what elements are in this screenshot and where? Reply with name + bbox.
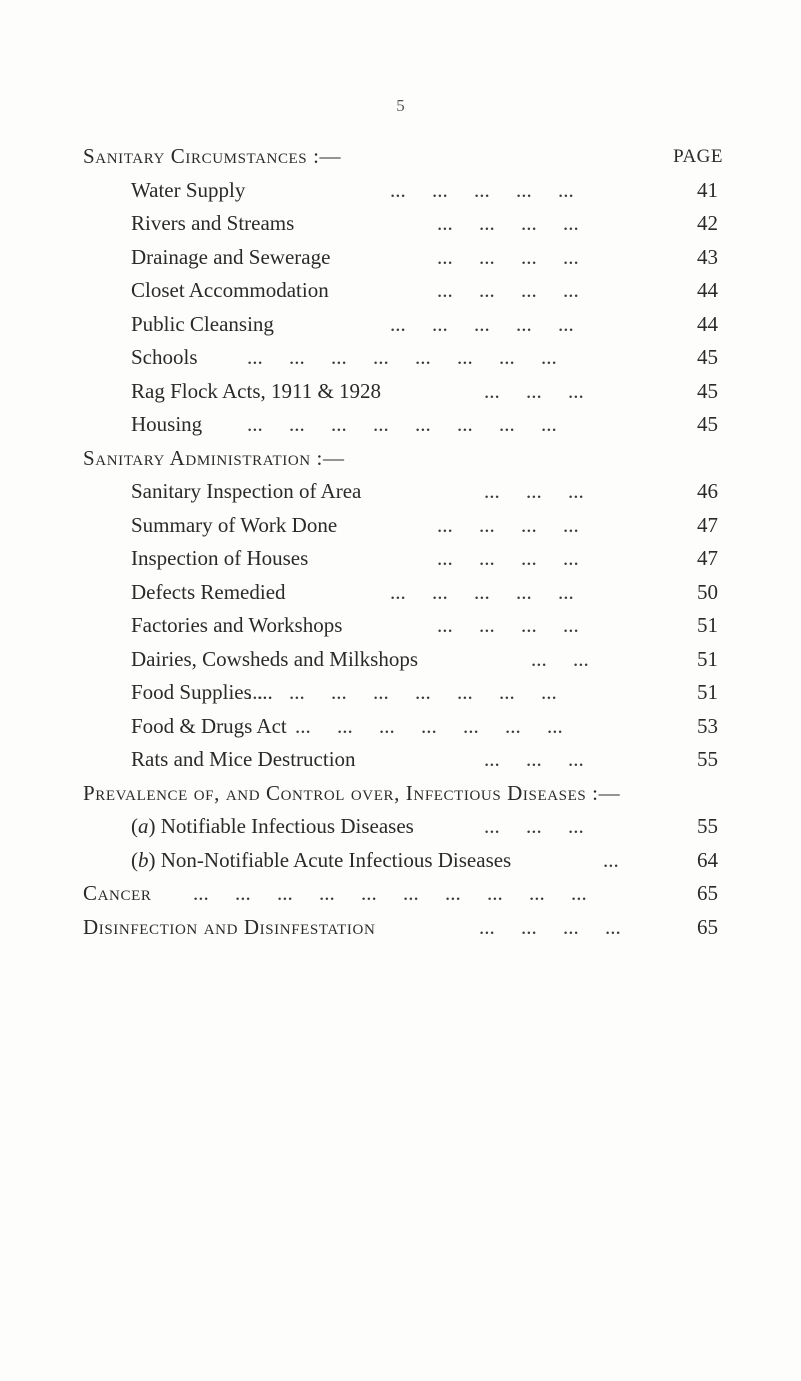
dot-leader: ... ... ... xyxy=(484,814,584,838)
toc-entry-page: 50 xyxy=(697,579,718,604)
toc-entry-label: Schools xyxy=(131,345,198,369)
toc-entry xyxy=(83,341,723,375)
dot-leader: ... ... ... ... xyxy=(437,546,579,570)
toc-entry xyxy=(83,241,723,275)
toc-entry-label: Public Cleansing xyxy=(131,311,274,336)
toc-entry-page: 51 xyxy=(697,646,718,671)
toc-entry-label: Cancer xyxy=(83,881,152,905)
dot-leader: ... ... ... ... xyxy=(437,613,579,637)
toc-entry xyxy=(83,274,723,308)
toc-entry-label: Rag Flock Acts, 1911 & 1928 xyxy=(131,378,382,403)
toc-entry xyxy=(83,609,723,643)
toc-entry-page: 43 xyxy=(697,244,718,269)
toc-entry xyxy=(83,844,723,878)
section-heading-text: Sanitary Administration :— xyxy=(83,445,345,470)
toc-entry xyxy=(83,509,723,543)
toc-entry-top-level xyxy=(83,877,723,911)
toc-entry xyxy=(83,676,723,710)
toc-entry-marker: b xyxy=(138,847,149,872)
toc-entry-label: Notifiable Infectious Diseases xyxy=(160,814,414,838)
toc-entry xyxy=(83,375,723,409)
toc-entry-label: Factories and Workshops xyxy=(131,613,343,637)
toc-entry-label: Food & Drugs Act xyxy=(131,713,287,738)
toc-entry-label: Rats and Mice Destruction xyxy=(131,747,356,771)
toc-entry-label: Water Supply xyxy=(131,177,246,202)
dot-leader: ... ... ... xyxy=(484,378,584,403)
toc-entry-page: 42 xyxy=(697,211,718,235)
toc-entry-label-wrap: (b) Non-Notifiable Acute Infectious Diseases xyxy=(131,847,512,872)
toc-entry xyxy=(83,174,723,208)
dot-leader: ... ... ... ... xyxy=(437,278,579,302)
toc-entry-page: 47 xyxy=(697,512,718,537)
page-column-label: PAGE xyxy=(673,146,723,167)
toc-entry xyxy=(83,576,723,610)
dot-leader: ... ... ... ... ... ... ... ... xyxy=(247,412,557,436)
section-heading-sanitary-circumstances xyxy=(83,140,723,174)
toc-entry xyxy=(83,207,723,241)
dot-leader: ... ... ... ... xyxy=(479,914,621,939)
table-of-contents xyxy=(83,140,723,944)
toc-entry-page: 51 xyxy=(697,680,718,704)
dot-leader: ... ... ... ... ... ... ... ... ... ... xyxy=(193,881,587,905)
toc-entry-page: 65 xyxy=(697,914,718,939)
section-heading-infectious-diseases xyxy=(83,777,723,811)
toc-entry xyxy=(83,743,723,777)
dot-leader: ... ... ... ... xyxy=(437,512,579,537)
toc-entry-label: Summary of Work Done xyxy=(131,512,338,537)
section-heading-text: Prevalence of, and Control over, Infectious Diseases :— xyxy=(83,780,621,805)
section-heading-sanitary-administration xyxy=(83,442,723,476)
dot-leader: ... ... ... ... ... ... ... ... xyxy=(247,345,557,369)
toc-entry xyxy=(83,308,723,342)
toc-entry-label: Food Supplies ... xyxy=(131,680,273,704)
dot-leader: ... ... ... ... ... xyxy=(390,579,574,604)
toc-entry-page: 44 xyxy=(697,311,718,336)
dot-leader: ... xyxy=(603,847,619,872)
toc-entry-page: 41 xyxy=(697,177,718,202)
toc-entry-label: Inspection of Houses xyxy=(131,546,309,570)
toc-entry-label: Defects Remedied xyxy=(131,579,286,604)
dot-leader: ... ... ... ... ... ... ... xyxy=(295,713,563,738)
toc-entry xyxy=(83,710,723,744)
section-heading-text: Sanitary Circumstances :— xyxy=(83,144,342,168)
toc-entry-page: 51 xyxy=(697,613,718,637)
toc-entry-page: 44 xyxy=(697,278,718,302)
toc-entry-page: 45 xyxy=(697,378,718,403)
toc-entry-label: Drainage and Sewerage xyxy=(131,244,331,269)
dot-leader: ... ... ... ... xyxy=(437,244,579,269)
toc-entry-page: 53 xyxy=(697,713,718,738)
toc-entry-page: 45 xyxy=(697,412,718,436)
page-number: 5 xyxy=(396,96,405,115)
toc-entry-label: Housing xyxy=(131,412,203,436)
toc-entry-marker: a xyxy=(138,814,149,838)
dot-leader: ... ... ... ... ... xyxy=(390,177,574,202)
toc-entry-page: 55 xyxy=(697,747,718,771)
toc-entry-label: Non-Notifiable Acute Infectious Diseases xyxy=(160,847,512,872)
toc-entry xyxy=(83,408,723,442)
toc-entry-label: Disinfection and Disinfestation xyxy=(83,914,376,939)
dot-leader: ... ... xyxy=(531,646,589,671)
toc-entry-top-level xyxy=(83,911,723,945)
toc-entry xyxy=(83,475,723,509)
toc-entry-label-wrap: (a) Notifiable Infectious Diseases xyxy=(131,814,414,838)
toc-entry xyxy=(83,542,723,576)
dot-leader: ... ... ... ... ... xyxy=(390,311,574,336)
toc-entry-page: 45 xyxy=(697,345,718,369)
toc-entry-label: Closet Accommodation xyxy=(131,278,329,302)
dot-leader: ... ... ... xyxy=(484,479,584,503)
toc-entry-label: Sanitary Inspection of Area xyxy=(131,479,362,503)
toc-entry-page: 64 xyxy=(697,847,718,872)
toc-entry-page: 55 xyxy=(697,814,718,838)
toc-entry xyxy=(83,643,723,677)
toc-entry-label: Rivers and Streams xyxy=(131,211,295,235)
toc-entry-page: 47 xyxy=(697,546,718,570)
toc-entry-page: 46 xyxy=(697,479,718,503)
dot-leader: ... ... ... xyxy=(484,747,584,771)
toc-entry-label: Dairies, Cowsheds and Milkshops xyxy=(131,646,418,671)
dot-leader: ... ... ... ... xyxy=(437,211,579,235)
toc-entry-page: 65 xyxy=(697,881,718,905)
dot-leader: ... ... ... ... ... ... ... ... xyxy=(247,680,557,704)
toc-entry xyxy=(83,810,723,844)
